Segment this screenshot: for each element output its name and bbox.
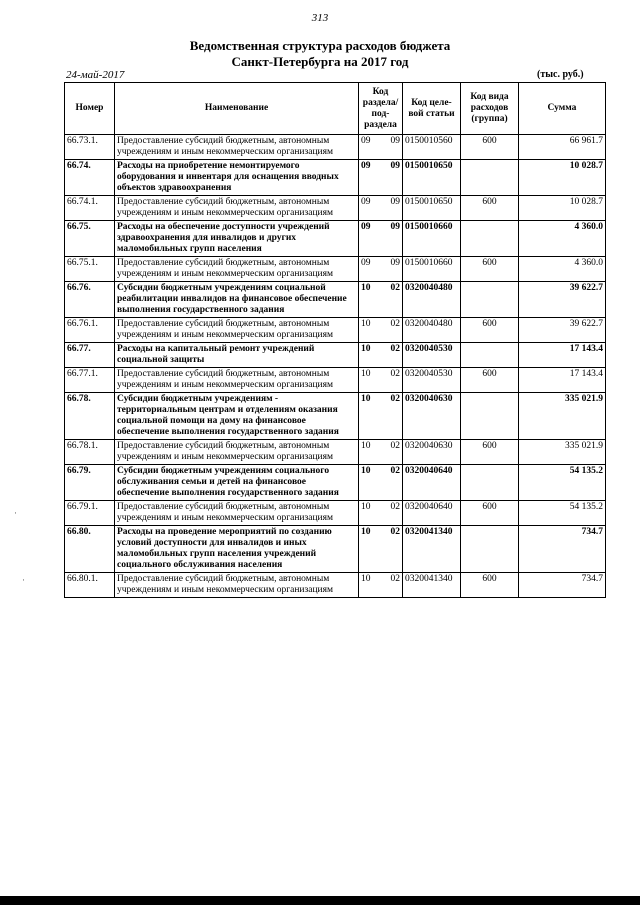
row-sum: 39 622.7: [519, 282, 606, 318]
document-title: [0, 38, 640, 70]
table-row: [65, 257, 606, 282]
row-section: [359, 343, 403, 368]
row-article: 0150010650: [403, 196, 461, 221]
row-name: Предоставление субсидий бюджетным, автономным учреждениям и иным некоммерческим организациям: [115, 318, 359, 343]
row-section: [359, 318, 403, 343]
row-subsection-code: 02: [390, 394, 400, 404]
margin-mark: ·: [22, 575, 25, 585]
row-subsection-code: 09: [390, 136, 400, 146]
row-name: Расходы на капитальный ремонт учреждений социальной защиты: [115, 343, 359, 368]
table-row: [65, 221, 606, 257]
row-number: 66.74.1.: [65, 196, 115, 221]
row-section: [359, 160, 403, 196]
row-subsection-code: 02: [390, 466, 400, 476]
row-sum: 4 360.0: [519, 257, 606, 282]
row-sum: 10 028.7: [519, 196, 606, 221]
budget-table: [64, 82, 606, 598]
table-row: [65, 368, 606, 393]
row-subsection-code: 02: [390, 527, 400, 537]
row-article: 0320040530: [403, 368, 461, 393]
table-row: [65, 465, 606, 501]
row-section: [359, 501, 403, 526]
row-number: 66.80.1.: [65, 573, 115, 598]
document-date: 24-май-2017: [66, 69, 125, 81]
row-article: 0320040480: [403, 318, 461, 343]
title-line-2: Санкт-Петербурга на 2017 год: [231, 54, 409, 69]
row-number: 66.77.: [65, 343, 115, 368]
row-number: 66.77.1.: [65, 368, 115, 393]
row-number: 66.78.1.: [65, 440, 115, 465]
row-expense-type: [461, 343, 519, 368]
row-section-code: 10: [361, 574, 371, 584]
row-subsection-code: 09: [390, 258, 400, 268]
row-number: 66.75.1.: [65, 257, 115, 282]
row-name: Субсидии бюджетным учреждениям - территориальным центрам и отделениям оказания социальной помощи на дому на финансовое обеспечение выполнения государственного задания: [115, 393, 359, 440]
row-number: 66.79.: [65, 465, 115, 501]
col-header-expense-type: Код вида расходов (группа): [461, 83, 519, 135]
row-section: [359, 440, 403, 465]
row-subsection-code: 09: [390, 161, 400, 171]
row-section-code: 10: [361, 394, 371, 404]
row-section: [359, 526, 403, 573]
row-subsection-code: 02: [390, 369, 400, 379]
row-sum: 66 961.7: [519, 135, 606, 160]
col-header-article: Код целе- вой статьи: [403, 83, 461, 135]
row-expense-type: 600: [461, 318, 519, 343]
row-subsection-code: 02: [390, 502, 400, 512]
row-expense-type: [461, 160, 519, 196]
col-header-name: Наименование: [115, 83, 359, 135]
row-subsection-code: 02: [390, 344, 400, 354]
margin-mark: ·: [14, 508, 17, 518]
row-expense-type: 600: [461, 573, 519, 598]
row-name: Субсидии бюджетным учреждениям социальной реабилитации инвалидов на финансовое обеспечение выполнения государственного задания: [115, 282, 359, 318]
row-section-code: 09: [361, 136, 371, 146]
row-number: 66.75.: [65, 221, 115, 257]
col-header-section: Код раздела/ под- раздела: [359, 83, 403, 135]
row-number: 66.78.: [65, 393, 115, 440]
table-body: [65, 135, 606, 598]
row-section-code: 09: [361, 222, 371, 232]
table-header-row: [65, 83, 606, 135]
row-sum: 734.7: [519, 573, 606, 598]
row-number: 66.79.1.: [65, 501, 115, 526]
row-section-code: 10: [361, 283, 371, 293]
row-name: Предоставление субсидий бюджетным, автономным учреждениям и иным некоммерческим организациям: [115, 501, 359, 526]
row-name: Предоставление субсидий бюджетным, автономным учреждениям и иным некоммерческим организациям: [115, 440, 359, 465]
row-article: 0320041340: [403, 526, 461, 573]
row-expense-type: [461, 526, 519, 573]
row-subsection-code: 02: [390, 283, 400, 293]
table-row: [65, 573, 606, 598]
row-number: 66.80.: [65, 526, 115, 573]
row-subsection-code: 09: [390, 197, 400, 207]
title-line-1: Ведомственная структура расходов бюджета: [189, 38, 451, 53]
row-article: 0320040530: [403, 343, 461, 368]
table-row: [65, 318, 606, 343]
row-article: 0320040640: [403, 465, 461, 501]
row-sum: 54 135.2: [519, 465, 606, 501]
row-expense-type: [461, 221, 519, 257]
row-name: Предоставление субсидий бюджетным, автономным учреждениям и иным некоммерческим организациям: [115, 135, 359, 160]
row-sum: 335 021.9: [519, 393, 606, 440]
row-name: Предоставление субсидий бюджетным, автономным учреждениям и иным некоммерческим организациям: [115, 573, 359, 598]
row-section-code: 10: [361, 466, 371, 476]
row-name: Субсидии бюджетным учреждениям социального обслуживания семьи и детей на финансовое обеспечение выполнения государственного задания: [115, 465, 359, 501]
row-sum: 17 143.4: [519, 368, 606, 393]
row-section-code: 10: [361, 441, 371, 451]
row-name: Предоставление субсидий бюджетным, автономным учреждениям и иным некоммерческим организациям: [115, 368, 359, 393]
row-expense-type: [461, 393, 519, 440]
row-section: [359, 282, 403, 318]
row-section: [359, 393, 403, 440]
row-section-code: 10: [361, 369, 371, 379]
row-sum: 17 143.4: [519, 343, 606, 368]
row-sum: 10 028.7: [519, 160, 606, 196]
row-sum: 4 360.0: [519, 221, 606, 257]
row-expense-type: [461, 282, 519, 318]
row-expense-type: 600: [461, 196, 519, 221]
row-subsection-code: 02: [390, 441, 400, 451]
row-section: [359, 465, 403, 501]
scan-edge: [0, 896, 640, 905]
row-subsection-code: 02: [390, 319, 400, 329]
table-row: [65, 440, 606, 465]
row-name: Расходы на проведение мероприятий по созданию условий доступности для инвалидов и иных маломобильных групп населения учреждений социального обслуживания населения: [115, 526, 359, 573]
row-expense-type: 600: [461, 257, 519, 282]
table-row: [65, 343, 606, 368]
row-section: [359, 196, 403, 221]
row-number: 66.76.1.: [65, 318, 115, 343]
row-sum: 54 135.2: [519, 501, 606, 526]
row-section-code: 09: [361, 258, 371, 268]
table-row: [65, 282, 606, 318]
row-section: [359, 573, 403, 598]
page-number: 313: [311, 12, 329, 24]
row-sum: 39 622.7: [519, 318, 606, 343]
row-expense-type: 600: [461, 368, 519, 393]
row-section: [359, 135, 403, 160]
col-header-number: Номер: [65, 83, 115, 135]
row-article: 0150010660: [403, 257, 461, 282]
row-number: 66.74.: [65, 160, 115, 196]
row-article: 0320040640: [403, 501, 461, 526]
row-name: Предоставление субсидий бюджетным, автономным учреждениям и иным некоммерческим организациям: [115, 196, 359, 221]
row-name: Расходы на обеспечение доступности учреждений здравоохранения для инвалидов и других маломобильных групп населения: [115, 221, 359, 257]
row-name: Расходы на приобретение немонтируемого оборудования и инвентаря для оснащения вводных объектов здравоохранения: [115, 160, 359, 196]
row-expense-type: 600: [461, 440, 519, 465]
row-name: Предоставление субсидий бюджетным, автономным учреждениям и иным некоммерческим организациям: [115, 257, 359, 282]
row-section: [359, 368, 403, 393]
row-subsection-code: 09: [390, 222, 400, 232]
row-article: 0320040480: [403, 282, 461, 318]
table-row: [65, 526, 606, 573]
row-subsection-code: 02: [390, 574, 400, 584]
row-section: [359, 221, 403, 257]
row-expense-type: 600: [461, 135, 519, 160]
row-sum: 335 021.9: [519, 440, 606, 465]
row-expense-type: 600: [461, 501, 519, 526]
table-row: [65, 160, 606, 196]
row-section-code: 10: [361, 344, 371, 354]
row-expense-type: [461, 465, 519, 501]
row-article: 0320040630: [403, 440, 461, 465]
row-section-code: 09: [361, 161, 371, 171]
col-header-sum: Сумма: [519, 83, 606, 135]
row-section-code: 10: [361, 502, 371, 512]
table-row: [65, 135, 606, 160]
row-section-code: 09: [361, 197, 371, 207]
row-article: 0320041340: [403, 573, 461, 598]
row-article: 0150010660: [403, 221, 461, 257]
row-section: [359, 257, 403, 282]
row-section-code: 10: [361, 527, 371, 537]
row-sum: 734.7: [519, 526, 606, 573]
row-number: 66.73.1.: [65, 135, 115, 160]
row-article: 0150010560: [403, 135, 461, 160]
table-row: [65, 393, 606, 440]
row-section-code: 10: [361, 319, 371, 329]
table-row: [65, 196, 606, 221]
units-label: (тыс. руб.): [537, 69, 584, 80]
row-article: 0320040630: [403, 393, 461, 440]
row-article: 0150010650: [403, 160, 461, 196]
table-row: [65, 501, 606, 526]
row-number: 66.76.: [65, 282, 115, 318]
